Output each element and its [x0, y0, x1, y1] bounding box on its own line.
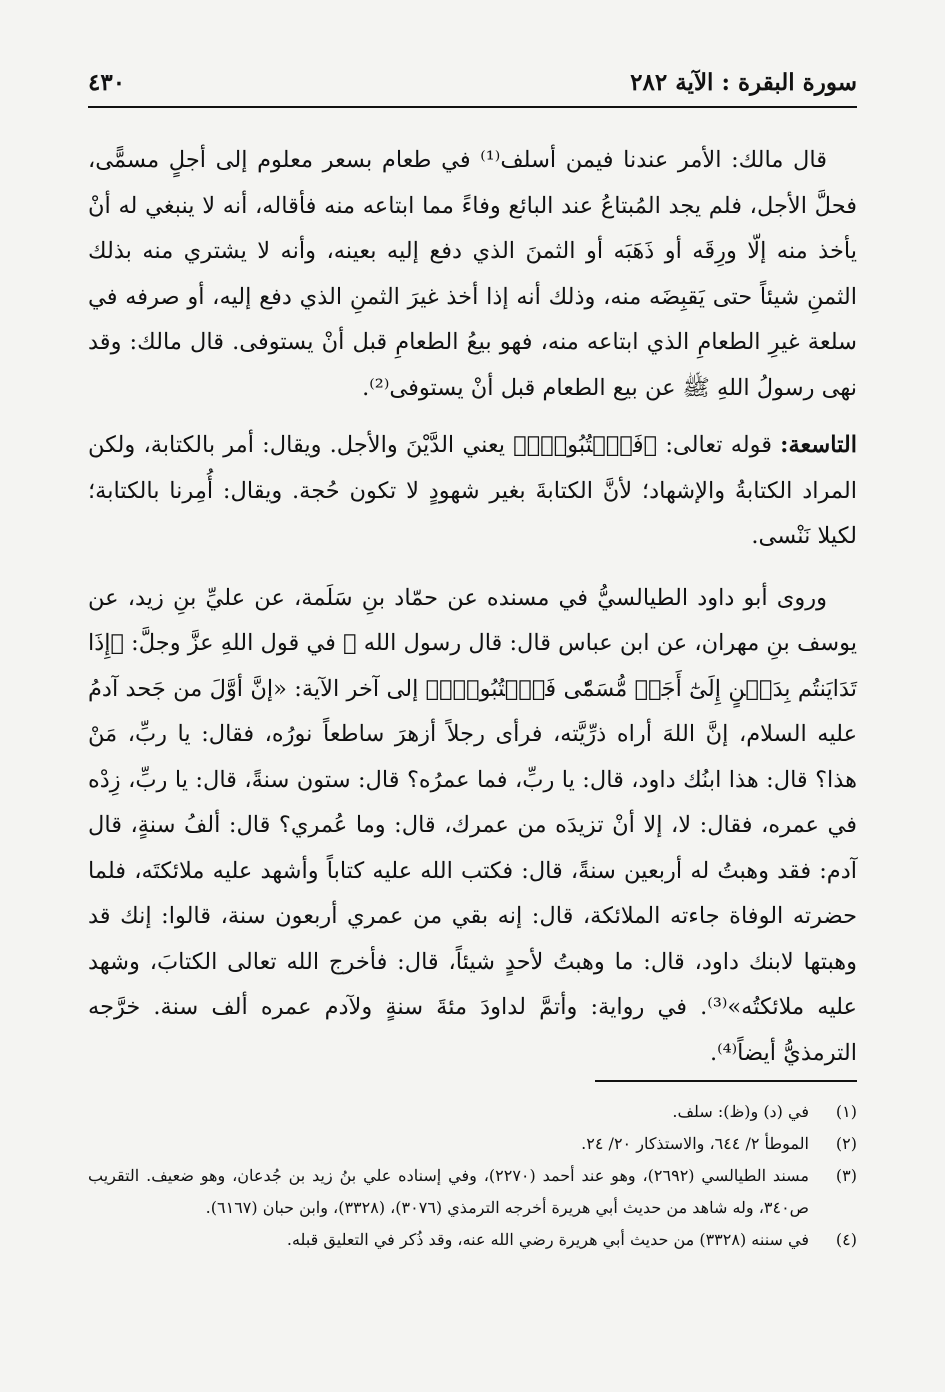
- footnotes: [88, 1096, 857, 1256]
- footnote-number: (٤): [835, 1230, 857, 1249]
- footnote-text: الموطأ ٢/ ٦٤٤، والاستذكار ٢٠/ ٢٤.: [581, 1134, 809, 1153]
- footnote-text: في (د) و(ظ): سلف.: [672, 1102, 809, 1121]
- footnote-text: مسند الطيالسي (٢٦٩٢)، وهو عند أحمد (٢٢٧٠)، وفي إسناده علي بنُ زيد بن جُدعان، وهو ضعيف. التقريب ص٣٤٠، وله شاهد من حديث أبي هريرة أخرجه الترمذي (٣٠٧٦)، (٣٣٢٨)، وابن حبان (٦١٦٧).: [88, 1166, 809, 1217]
- footnote-separator: [595, 1080, 857, 1082]
- main-text: [88, 138, 857, 1076]
- footnote-number: (١): [835, 1102, 857, 1121]
- section-lead: التاسعة:: [780, 432, 857, 458]
- footnote-number: (٣): [835, 1166, 857, 1185]
- footnote-text: في سننه (٣٣٢٨) من حديث أبي هريرة رضي الله عنه، وقد ذُكر في التعليق قبله.: [286, 1230, 809, 1249]
- page-number: ٤٣٠: [88, 68, 126, 96]
- paragraph-ninth-text: قوله تعالى: ﴿فَٱكۡتُبُوهُۚ﴾ يعني الدَّيْنَ والأجل. ويقال: أمر بالكتابة، ولكن المراد الكتابةُ والإشهاد؛ لأنَّ الكتابةَ بغير شهودٍ لا تكون حُجة. ويقال: أُمِرنا بالكتابة؛ لكيلا نَنْسى.: [88, 432, 857, 549]
- footnote: [88, 1096, 857, 1128]
- page-header: [88, 62, 857, 102]
- header-rule: [88, 106, 857, 108]
- paragraph-ninth: [88, 423, 857, 560]
- footnote: [88, 1128, 857, 1160]
- paragraph-hadith: وروى أبو داود الطيالسيُّ في مسنده عن حمّاد بنِ سَلَمة، عن عليِّ بنِ زيد، عن يوسف بنِ مهران، عن ابن عباس قال: قال رسول الله ﷺ في قول اللهِ عزَّ وجلَّ: ﴿إِذَا تَدَايَنتُم بِدَيۡنٍ إِلَىٰٓ أَجَلٖ مُّسَمّٗى فَٱكۡتُبُوهُۚ﴾ إلى آخر الآية: «إنَّ أوَّلَ من جَحد آدمُ عليه السلام، إنَّ اللهَ أراه ذرِّيَّته، فرأى رجلاً أزهرَ ساطعاً نورُه، فقال: يا ربِّ، مَنْ هذا؟ قال: هذا ابنُك داود، قال: يا ربِّ، فما عمرُه؟ قال: ستون سنةً، قال: يا ربِّ، زِدْه في عمره، فقال: لا، إلا أنْ تزيدَه من عمرك، قال: وما عُمري؟ قال: ألفُ سنةٍ، قال آدم: فقد وهبتُ له أربعين سنةً، قال: فكتب الله عليه كتاباً وأشهد عليه ملائكتَه، فلما حضرته الوفاة جاءته الملائكة، قال: إنه بقي من عمري أربعون سنة، قالوا: إنك قد وهبتها لابنك داود، قال: ما وهبتُ لأحدٍ شيئاً، قال: فأخرج الله تعالى الكتابَ، وشهد عليه ملائكتُه»⁽³⁾. في رواية: وأتمَّ لداودَ مئةَ سنةٍ ولآدم عمره ألف سنة. خرَّجه الترمذيُّ أيضاً⁽⁴⁾.: [88, 584, 857, 1066]
- running-title: سورة البقرة : الآية ٢٨٢: [630, 68, 857, 96]
- paragraph-malik: قال مالك: الأمر عندنا فيمن أسلف⁽¹⁾ في طعام بسعر معلوم إلى أجلٍ مسمًّى، فحلَّ الأجل، فلم يجد المُبتاعُ عند البائع وفاءً مما ابتاعه منه فأقاله، أنه لا ينبغي له أنْ يأخذ منه إلّا ورِقَه أو ذَهَبَه أو الثمنَ الذي دفع إليه بعينه، وأنه لا يشتري منه بذلك الثمنِ شيئاً حتى يَقبِضَه منه، وذلك أنه إذا أخذ غيرَ الثمنِ الذي دفع إليه، أو صرفه في سلعة غيرِ الطعامِ الذي ابتاعه منه، فهو بيعُ الطعامِ قبل أنْ يستوفى. قال مالك: وقد نهى رسولُ اللهِ ﷺ عن بيع الطعام قبل أنْ يستوفى⁽²⁾.: [88, 147, 857, 401]
- footnote: [88, 1224, 857, 1256]
- footnote: [88, 1160, 857, 1224]
- footnote-number: (٢): [835, 1134, 857, 1153]
